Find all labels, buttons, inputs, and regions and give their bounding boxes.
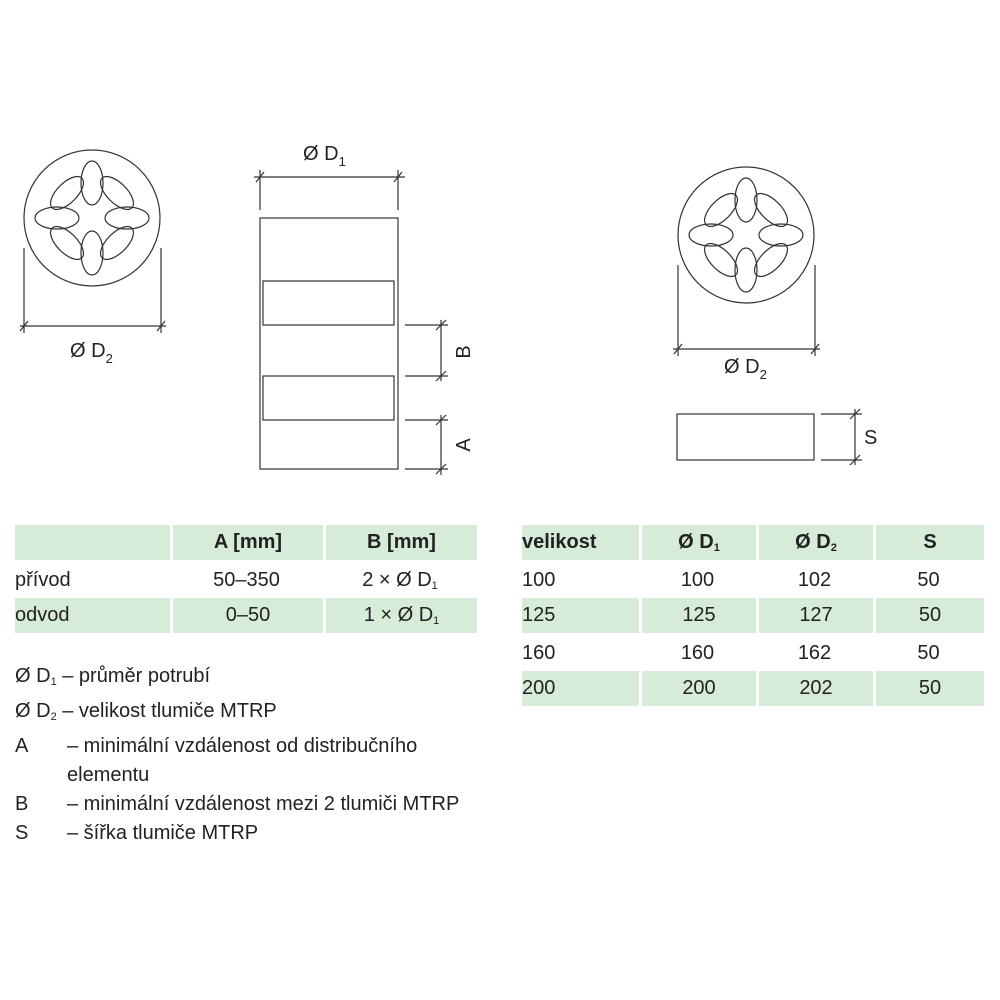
legend-key: S	[15, 822, 29, 844]
table-header-row	[15, 525, 477, 563]
table-header-row	[522, 525, 984, 563]
legend-key: A	[15, 735, 29, 757]
legend-key: Ø $D_1$	[15, 665, 57, 688]
duct-side-view	[260, 218, 398, 469]
silencer-upper	[263, 281, 394, 325]
header-s: S	[873, 525, 984, 563]
legend-text: – velikost tlumiče MTRP	[62, 700, 277, 722]
table-row	[15, 598, 477, 633]
row-b: 2 × Ø $D_1$	[362, 569, 438, 592]
table-row	[522, 563, 984, 598]
legend-key: B	[15, 793, 29, 815]
table-row	[522, 598, 984, 636]
cell-d2: 162	[797, 642, 832, 664]
row-name: odvod	[15, 598, 170, 633]
left-d2-dimension	[20, 248, 166, 333]
cell-size: 100	[522, 569, 556, 591]
cell-d1: 200	[639, 671, 756, 706]
left-d2-label: Ø $D_2$	[70, 340, 113, 366]
header-b: B [mm]	[323, 525, 477, 563]
legend-item	[15, 819, 485, 848]
sizes-table	[522, 525, 984, 706]
legend-text: – minimální vzdálenost mezi 2 tlumiči MTRP	[67, 793, 460, 815]
cell-d2: 102	[797, 569, 832, 591]
header-empty	[15, 525, 170, 563]
row-a: 0–50	[170, 598, 323, 633]
cell-s: 50	[917, 569, 940, 591]
d1-dimension	[254, 170, 405, 210]
legend-key: Ø $D_2$	[15, 700, 57, 723]
table-row	[522, 636, 984, 671]
cell-s: 50	[917, 642, 940, 664]
cell-size: 200	[522, 671, 639, 706]
legend-text: – minimální vzdálenost od distribučního elementu	[67, 735, 418, 786]
legend-text: – průměr potrubí	[62, 665, 211, 687]
silencer-lower	[263, 376, 394, 420]
cell-d2: 127	[756, 598, 873, 636]
cell-size: 160	[522, 642, 556, 664]
cell-d1: 160	[680, 642, 715, 664]
cell-size: 125	[522, 598, 639, 636]
b-label: B	[453, 345, 475, 359]
cell-d1: 100	[680, 569, 715, 591]
cell-d1: 125	[639, 598, 756, 636]
cell-s: 50	[873, 671, 984, 706]
s-dimension	[821, 409, 862, 465]
silencer-front-view	[677, 414, 814, 460]
header-size: velikost	[522, 525, 639, 563]
d1-label: Ø $D_1$	[303, 143, 346, 169]
a-label: A	[453, 438, 475, 452]
table-row	[522, 671, 984, 706]
cell-s: 50	[873, 598, 984, 636]
legend-item	[15, 697, 485, 732]
right-d2-label: Ø $D_2$	[724, 356, 767, 382]
b-dimension	[405, 320, 448, 381]
header-d2: Ø $D_2$	[756, 525, 873, 563]
header-d1: Ø $D_1$	[639, 525, 756, 563]
distances-table	[15, 525, 477, 633]
s-label: S	[864, 427, 878, 449]
legend-item	[15, 662, 485, 697]
legend-item	[15, 732, 485, 790]
left-disc	[24, 150, 160, 286]
legend	[15, 662, 485, 848]
legend-item	[15, 790, 485, 819]
legend-text: – šířka tlumiče MTRP	[67, 822, 259, 844]
header-a: A [mm]	[170, 525, 323, 563]
right-disc	[678, 167, 814, 303]
row-b: 1 × Ø $D_1$	[323, 598, 477, 633]
a-dimension	[405, 415, 448, 475]
row-name: přívod	[15, 569, 71, 591]
row-a: 50–350	[213, 569, 280, 591]
cell-d2: 202	[756, 671, 873, 706]
table-row	[15, 563, 477, 598]
